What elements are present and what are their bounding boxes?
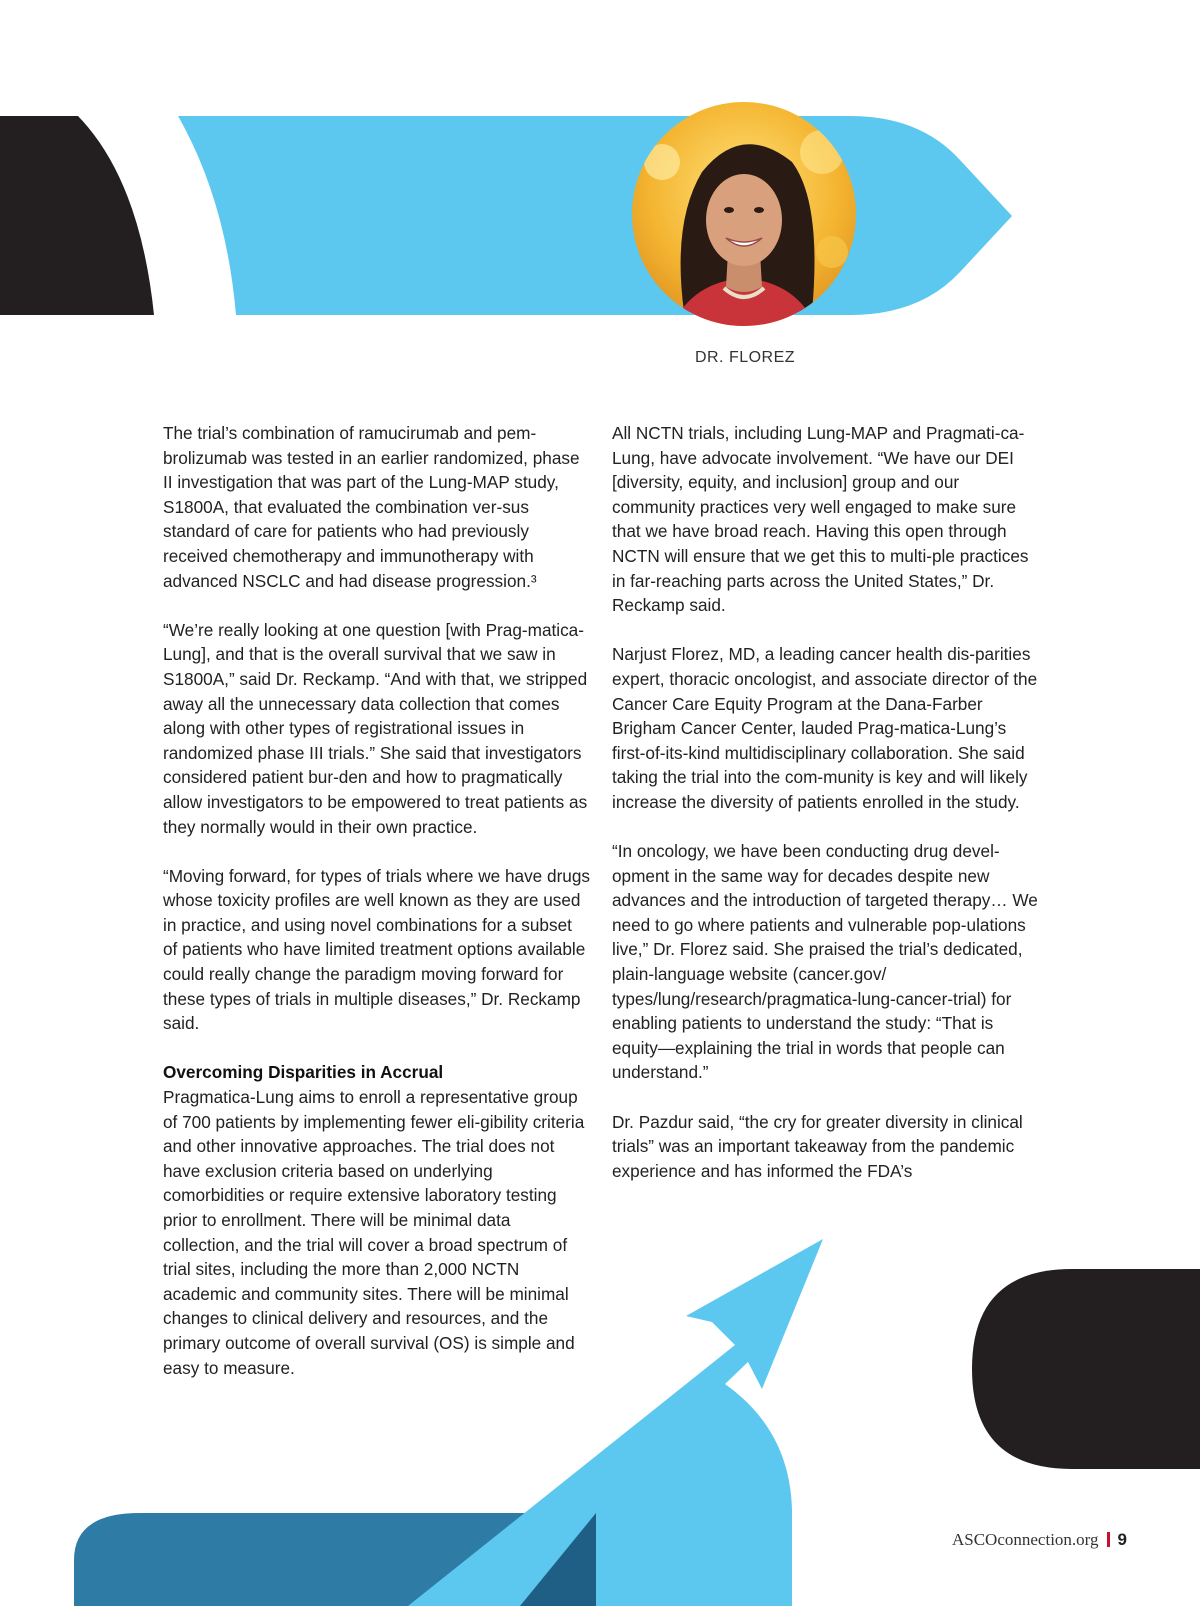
paragraph: All NCTN trials, including Lung-MAP and Pragmati-ca-Lung, have advocate involvement. “We have our DEI [diversity, equity, and inclusion] group and our community practices very well engaged to make sure that we have broad reach. Having this open through NCTN will ensure that we get this to multi-ple practices in far-reaching parts across the United States,” Dr. Reckamp said. — [612, 423, 1029, 616]
photo-caption: DR. FLOREZ — [694, 349, 796, 366]
paragraph: The trial’s combination of ramucirumab and pem-brolizumab was tested in an earlier randomized, phase II investigation that was part of the Lung-MAP study, S1800A, that evaluated the combination ver-sus standard of care for patients who had previously received chemotherapy and immunotherapy with advanced NSCLC and had disease progression.³ — [163, 423, 580, 591]
paragraph: Narjust Florez, MD, a leading cancer health dis-parities expert, thoracic oncologist, and associate director of the Cancer Care Equity Program at the Dana-Farber Brigham Cancer Center, lauded Prag-matica-Lung’s first-of-its-kind multidisciplinary collaboration. She said taking the trial into the com-munity is key and will likely increase the diversity of patients enrolled in the study. — [612, 644, 1038, 812]
dark-rounded-shape-right — [972, 1269, 1200, 1469]
left-column — [163, 421, 591, 1405]
footer-site: ASCOconnection.org — [951, 1530, 1099, 1549]
cyan-arrow-banner — [178, 116, 1012, 315]
page-number: 9 — [1117, 1530, 1127, 1549]
paragraph: “Moving forward, for types of trials where we have drugs whose toxicity profiles are well known as they are used in practice, and using novel combinations for a subset of patients who have limited treatment options available could really change the paradigm moving forward for these types of trials in multiple diseases,” Dr. Reckamp said. — [163, 865, 591, 1034]
dark-corner-shape-top-left — [0, 116, 154, 315]
page-footer — [952, 1530, 1127, 1550]
section-heading: Overcoming Disparities in Accrual — [163, 1062, 444, 1083]
paragraph: “We’re really looking at one question [with Prag-matica-Lung], and that is the overall survival that we saw in S1800A,” said Dr. Reckamp. “And with that, we stripped away all the unnecessary data collection that comes along with other types of registrational issues in randomized phase III trials.” She said that investigators considered patient bur-den and how to pragmatically allow investigators to be empowered to treat patients as they normally would in their own practice. — [163, 619, 588, 837]
footer-divider — [1107, 1532, 1110, 1547]
paragraph: Dr. Pazdur said, “the cry for greater diversity in clinical trials” was an important takeaway from the pandemic experience and has informed the FDA’s — [612, 1111, 1023, 1181]
portrait-photo — [632, 102, 856, 326]
paragraph: Pragmatica-Lung aims to enroll a representative group of 700 patients by implementing fewer eli-gibility criteria and other innovative approaches. The trial does not have exclusion criteria based on underlying comorbidities or require extensive laboratory testing prior to enrollment. There will be minimal data collection, and the trial will cover a broad spectrum of trial sites, including the more than 2,000 NCTN academic and community sites. There will be minimal changes to clinical delivery and resources, and the primary outcome of overall survival (OS) is simple and easy to measure. — [163, 1087, 585, 1378]
paragraph: “In oncology, we have been conducting drug devel-opment in the same way for decades despite new advances and the introduction of targeted therapy… We need to go where patients and vulnerable pop-ulations live,” Dr. Florez said. She praised the trial’s dedicated, plain-language website (cancer.gov/ types/lung/research/pragmatica-lung-cancer-trial) for enabling patients to understand the study: “That is equity—explaining the trial in words that people can understand.” — [612, 841, 1038, 1083]
right-column — [612, 421, 1042, 1208]
